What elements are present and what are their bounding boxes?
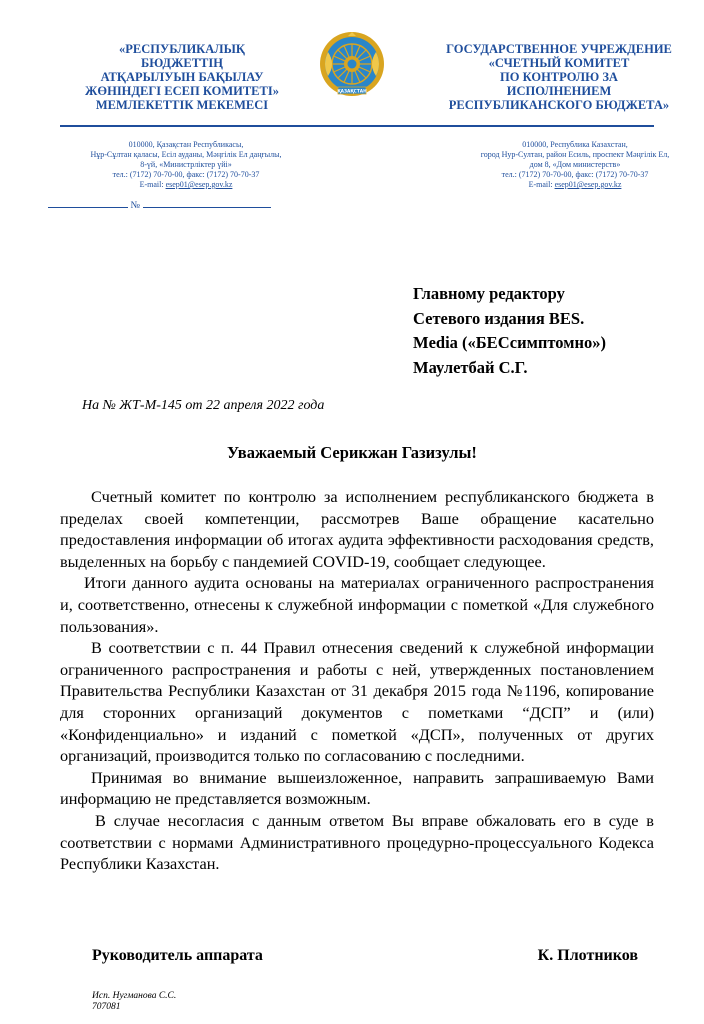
letter-body	[60, 486, 654, 875]
emblem-label: ҚАЗАҚСТАН	[337, 89, 367, 95]
address-line: 010000, Қазақстан Республикасы,	[128, 140, 244, 149]
email-prefix: E-mail:	[139, 180, 166, 189]
header-kazakh	[62, 42, 302, 112]
address-email-line	[70, 180, 302, 190]
body-paragraph: Счетный комитет по контролю за исполнением республиканского бюджета в пределах своей компетенции, рассмотрев Ваше обращение касательно предоставления информации об итогах аудита эффективности расходования средств, выделенных на борьбу с пандемией COVID-19, сообщает следующее.	[60, 487, 654, 571]
header-line: РЕСПУБЛИКАНСКОГО БЮДЖЕТА»	[448, 98, 670, 112]
number-blank	[143, 198, 271, 208]
header-line: «СЧЕТНЫЙ КОМИТЕТ	[488, 56, 630, 70]
header-line: МЕМЛЕКЕТТІК МЕКЕМЕСІ	[95, 98, 269, 112]
email-prefix: E-mail:	[528, 180, 555, 189]
addressee-line: Маулетбай С.Г.	[413, 357, 528, 377]
address-kazakh	[70, 140, 302, 190]
state-emblem-icon	[318, 30, 386, 98]
date-blank	[48, 198, 128, 208]
body-paragraph: В соответствии с п. 44 Правил отнесения сведений к служебной информации ограниченного распространения и работы с ней, утвержденных постановлением Правительства Республики Казахстан от 31 декабря 2015 года №1196, копирование для сторонних организаций документов с пометками “ДСП” и (или) «Конфиденциально» и изданий с пометкой «ДСП», полученных от других организаций, производится только по согласованию с последними.	[60, 638, 654, 766]
addressee-line: Главному редактору	[413, 284, 565, 303]
email-link[interactable]: esep01@esep.gov.kz	[554, 180, 622, 189]
addressee-line: Media («БЕСсимптомно»)	[413, 333, 606, 352]
address-line: 8-үй, «Министрліктер үйі»	[140, 160, 232, 169]
address-russian	[462, 140, 688, 190]
header-line: «РЕСПУБЛИКАЛЫҚ	[119, 42, 245, 56]
header-line: АТҚАРЫЛУЫН БАҚЫЛАУ	[100, 70, 264, 84]
header-line: ПО КОНТРОЛЮ ЗА	[500, 70, 618, 84]
header-line: ЖӨНІНДЕГІ ЕСЕП КОМИТЕТІ»	[85, 84, 279, 98]
number-sign: №	[130, 200, 141, 211]
executor-info	[92, 991, 176, 1013]
body-paragraph: Принимая во внимание вышеизложенное, направить запрашиваемую Вами информацию не представляется возможным.	[60, 767, 654, 809]
address-line: город Нур-Султан, район Есиль, проспект Мәңгілік Ел,	[480, 150, 670, 159]
address-line: 010000, Республика Казахстан,	[522, 140, 628, 149]
header-russian	[428, 42, 690, 112]
address-line: дом 8, «Дом министерств»	[529, 160, 621, 169]
salutation: Уважаемый Серикжан Газизулы!	[227, 443, 477, 462]
signatory-name: К. Плотников	[537, 947, 638, 964]
executor-phone: 707081	[92, 1002, 121, 1012]
address-line: тел.: (7172) 70-70-00, факс: (7172) 70-70-37	[112, 170, 260, 179]
header-line: ИСПОЛНЕНИЕМ	[506, 84, 612, 98]
registration-line	[48, 198, 288, 211]
address-email-line	[462, 180, 688, 190]
address-line: тел.: (7172) 70-70-00, факс: (7172) 70-70-37	[501, 170, 649, 179]
address-line: Нұр-Сұлтан қаласы, Есіл ауданы, Мәңгілік Ел даңғылы,	[90, 150, 282, 159]
header-line: ГОСУДАРСТВЕННОЕ УЧРЕЖДЕНИЕ	[446, 42, 672, 56]
executor-name: Исп. Нугманова С.С.	[92, 991, 177, 1001]
header-line: БЮДЖЕТТІҢ	[141, 56, 223, 70]
email-link[interactable]: esep01@esep.gov.kz	[165, 180, 233, 189]
body-paragraph: В случае несогласия с данным ответом Вы вправе обжаловать его в суде в соответствии с нормами Административного процедурно-процессуального Кодекса Республики Казахстан.	[60, 810, 654, 874]
addressee-block	[413, 282, 673, 380]
header-divider	[60, 125, 654, 127]
addressee-line: Сетевого издания BES.	[413, 308, 585, 328]
reference-line: На № ЖТ-М-145 от 22 апреля 2022 года	[82, 398, 325, 413]
signatory-position: Руководитель аппарата	[92, 947, 263, 964]
body-paragraph: Итоги данного аудита основаны на материалах ограниченного распространения и, соответственно, отнесены к служебной информации с пометкой «Для служебного пользования».	[60, 573, 654, 636]
